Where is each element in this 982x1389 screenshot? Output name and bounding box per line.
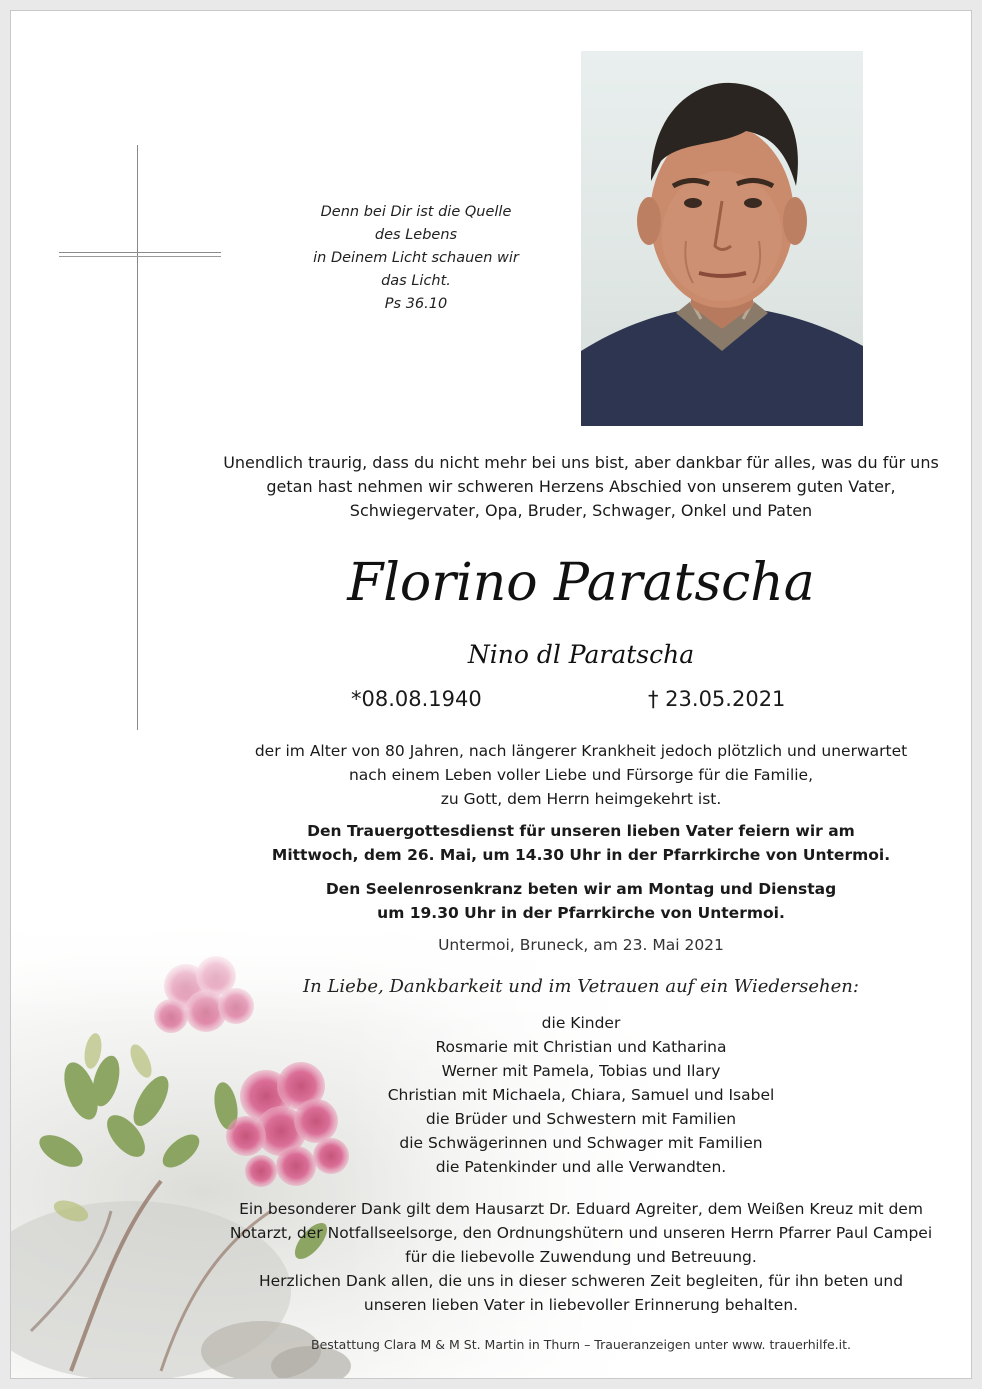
cross-horizontal-line — [59, 252, 221, 253]
mourning-motto: In Liebe, Dankbarkeit und im Vetrauen auf ein Wiedersehen: — [303, 976, 859, 997]
mass-line: Mittwoch, dem 26. Mai, um 14.30 Uhr in der Pfarrkirche von Untermoi. — [271, 846, 891, 864]
rosary-line: Den Seelenrosenkranz beten wir am Montag und Dienstag — [325, 880, 837, 898]
quote-line: des Lebens — [374, 227, 458, 243]
thanks-line: für die liebevolle Zuwendung und Betreuung. — [405, 1248, 757, 1266]
mourners-line: die Patenkinder und alle Verwandten. — [435, 1158, 727, 1176]
mourners-line: Christian mit Michaela, Chiara, Samuel und Isabel — [387, 1086, 775, 1104]
mourners-line: Werner mit Pamela, Tobias und Ilary — [441, 1062, 721, 1080]
mourners-list — [211, 1011, 951, 1179]
funeral-home-footer: Bestattung Clara M & M St. Martin in Thurn – Traueranzeigen unter www. trauerhilfe.it. — [311, 1337, 851, 1352]
intro-line: Unendlich traurig, dass du nicht mehr bei uns bist, aber dankbar für alles, was du für uns — [223, 453, 939, 472]
birth-date: *08.08.1940 — [351, 687, 482, 711]
mourners-line: Rosmarie mit Christian und Katharina — [435, 1038, 727, 1056]
obituary-page — [10, 10, 972, 1379]
passing-line: zu Gott, dem Herrn heimgekehrt ist. — [440, 790, 722, 808]
intro-line: getan hast nehmen wir schweren Herzens Abschied von unserem guten Vater, — [266, 477, 896, 496]
deceased-nickname: Nino dl Paratscha — [467, 640, 695, 669]
passing-line: nach einem Leben voller Liebe und Fürsorge für die Familie, — [348, 766, 814, 784]
thanks-line: Herzlichen Dank allen, die uns in dieser schweren Zeit begleiten, für ihn beten und — [258, 1272, 904, 1290]
mourners-line: die Brüder und Schwestern mit Familien — [425, 1110, 737, 1128]
quote-line: das Licht. — [381, 273, 451, 289]
place-and-date: Untermoi, Bruneck, am 23. Mai 2021 — [438, 936, 724, 954]
quote-line: in Deinem Licht schauen wir — [313, 250, 519, 266]
thanks-line: Ein besonderer Dank gilt dem Hausarzt Dr. Eduard Agreiter, dem Weißen Kreuz mit dem — [239, 1200, 923, 1218]
portrait-photo — [581, 51, 863, 426]
quote-line: Denn bei Dir ist die Quelle — [320, 204, 512, 220]
thanks-line: Notarzt, der Notfallseelsorge, den Ordnungshütern und unseren Herrn Pfarrer Paul Campei — [229, 1224, 933, 1242]
mass-line: Den Trauergottesdienst für unseren lieben Vater feiern wir am — [307, 822, 855, 840]
deceased-name: Florino Paratscha — [347, 553, 815, 613]
mourners-line: die Schwägerinnen und Schwager mit Familien — [399, 1134, 763, 1152]
portrait-illustration — [581, 51, 863, 426]
passing-text — [211, 739, 951, 811]
cross-vertical-line — [137, 145, 138, 730]
cross-horizontal-line-shadow — [59, 256, 221, 257]
acknowledgements — [211, 1197, 951, 1317]
quote-reference: Ps 36.10 — [384, 296, 448, 312]
death-date: † 23.05.2021 — [648, 687, 786, 711]
rosary-info — [211, 877, 951, 925]
bible-quote — [301, 201, 531, 316]
thanks-line: unseren lieben Vater in liebevoller Erinnerung behalten. — [363, 1296, 799, 1314]
funeral-mass-info — [211, 819, 951, 867]
intro-text — [211, 451, 951, 523]
passing-line: der im Alter von 80 Jahren, nach längerer Krankheit jedoch plötzlich und unerwartet — [254, 742, 908, 760]
mourners-line: die Kinder — [541, 1014, 621, 1032]
rosary-line: um 19.30 Uhr in der Pfarrkirche von Untermoi. — [377, 904, 785, 922]
intro-line: Schwiegervater, Opa, Bruder, Schwager, Onkel und Paten — [349, 501, 813, 520]
